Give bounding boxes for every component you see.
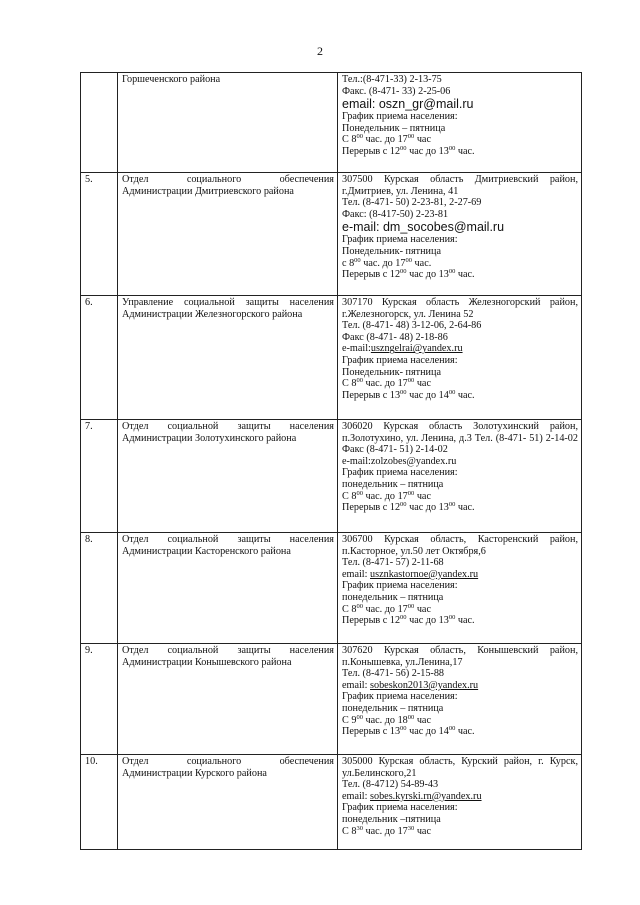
table-row xyxy=(81,755,582,850)
phone: Факс (8-471- 48) 2-18-86 xyxy=(342,331,448,343)
phone: Факс: (8-417-50) 2-23-81 xyxy=(342,208,449,220)
schedule-title: График приема населения: xyxy=(342,111,458,123)
schedule-hours-hours-to-sup: 00 xyxy=(407,133,415,141)
phone: Тел. (8-471- 56) 2-15-88 xyxy=(342,668,445,680)
table-row xyxy=(81,173,582,296)
schedule-title: График приема населения: xyxy=(342,234,458,246)
office-name: Управление социальной защиты населения Администрации Железногорского района xyxy=(118,296,338,420)
schedule-break-break-suffix: час. xyxy=(455,389,475,401)
schedule-title: График приема населения: xyxy=(342,467,458,479)
schedule-hours-hours-to-sup: 00 xyxy=(407,377,415,385)
schedule-hours-hours-to-sup: 00 xyxy=(407,602,415,610)
address: 307170 Курская область Железногорский район, г.Железногорск, ул. Ленина 52 xyxy=(342,297,578,320)
office-contacts xyxy=(338,755,582,850)
email-address: e-mail:uszngelrai@yandex.ru xyxy=(342,343,463,355)
phone: Тел. (8-471- 57) 2-11-68 xyxy=(342,557,444,569)
schedule-hours-hours-mid: час. до 17 xyxy=(362,490,408,502)
office-contacts xyxy=(338,173,582,296)
office-contacts xyxy=(338,296,582,420)
schedule-break-break-mid: час до 13 xyxy=(406,615,449,627)
schedule-hours-hours-prefix: С 9 xyxy=(342,714,357,726)
schedule-break-break-suffix: час. xyxy=(455,726,475,738)
schedule-break-break-to-sup: 00 xyxy=(448,268,456,276)
schedule-hours xyxy=(342,826,578,838)
schedule-break-break-suffix: час. xyxy=(455,145,475,157)
row-number: 10. xyxy=(81,755,118,850)
schedule-hours-hours-prefix: С 8 xyxy=(342,825,357,837)
schedule-break-break-mid: час до 13 xyxy=(406,269,449,281)
schedule-break-break-mid: час до 14 xyxy=(406,726,449,738)
address: 306700 Курская область, Касторенский район, п.Касторное, ул.50 лет Октября,6 xyxy=(342,534,578,557)
schedule-hours-hours-from-sup: 00 xyxy=(356,377,363,385)
schedule-hours xyxy=(342,378,578,390)
schedule-hours-hours-from-sup: 30 xyxy=(356,824,363,832)
schedule-break-break-suffix: час. xyxy=(455,502,475,514)
office-name: Отдел социального обеспечения Администрации Курского района xyxy=(118,755,338,850)
schedule-days: понедельник – пятница xyxy=(342,478,444,490)
row-number xyxy=(81,73,118,173)
email-address: e-mail: dm_socobes@mail.ru xyxy=(342,220,505,235)
schedule-days: Понедельник – пятница xyxy=(342,122,446,134)
schedule-hours-hours-prefix: С 8 xyxy=(342,378,357,390)
schedule-break xyxy=(342,390,578,402)
address: 306020 Курская область Золотухинский район, п.Золотухино, ул. Ленина, д.3 Тел. (8-471- 51) 2-14-02 Факс (8-471- 51) 2-14-02 xyxy=(342,421,578,456)
table-row xyxy=(81,73,582,173)
email-address: email: oszn_gr@mail.ru xyxy=(342,97,474,112)
email-address: email: sobeskon2013@yandex.ru xyxy=(342,679,479,691)
email-address: e-mail:zolzobes@yandex.ru xyxy=(342,455,457,467)
schedule-hours-hours-suffix: час xyxy=(414,603,431,615)
schedule-hours-hours-suffix: час xyxy=(414,378,431,390)
table-row xyxy=(81,420,582,533)
schedule-hours xyxy=(342,715,578,727)
row-number: 8. xyxy=(81,533,118,644)
schedule-hours-hours-from-sup: 00 xyxy=(356,602,363,610)
row-number: 9. xyxy=(81,644,118,755)
schedule-hours xyxy=(342,134,578,146)
schedule-break-break-from-sup: 00 xyxy=(400,388,407,396)
schedule-hours-hours-to-sup: 00 xyxy=(405,256,412,264)
schedule-hours-hours-prefix: С 8 xyxy=(342,134,357,146)
office-contacts xyxy=(338,420,582,533)
schedule-break xyxy=(342,726,578,738)
phone: Тел. (8-4712) 54-89-43 xyxy=(342,779,439,791)
schedule-break xyxy=(342,146,578,158)
schedule-hours-hours-suffix: час xyxy=(414,134,431,146)
office-name: Отдел социальной защиты населения Администрации Касторенского района xyxy=(118,533,338,644)
office-contacts xyxy=(338,644,582,755)
schedule-hours xyxy=(342,491,578,503)
schedule-hours-hours-from-sup: 00 xyxy=(356,133,363,141)
schedule-hours xyxy=(342,258,578,270)
schedule-hours-hours-mid: час. до 17 xyxy=(362,134,408,146)
schedule-break-break-suffix: час. xyxy=(455,269,475,281)
schedule-title: График приема населения: xyxy=(342,580,458,592)
phone: Факс. (8-471- 33) 2-25-06 xyxy=(342,85,451,97)
row-number: 5. xyxy=(81,173,118,296)
schedule-break xyxy=(342,502,578,514)
schedule-hours xyxy=(342,604,578,616)
schedule-title: График приема населения: xyxy=(342,802,458,814)
schedule-break-break-prefix: Перерыв с 13 xyxy=(342,389,401,401)
schedule-hours-hours-suffix: час xyxy=(414,490,431,502)
schedule-break-break-mid: час до 13 xyxy=(406,145,449,157)
schedule-break-break-to-sup: 00 xyxy=(448,614,456,622)
schedule-hours-hours-suffix: час. xyxy=(412,257,432,269)
schedule-break-break-from-sup: 00 xyxy=(400,614,407,622)
address: 305000 Курская область, Курский район, г. Курск, ул.Белинского,21 xyxy=(342,756,578,779)
schedule-break xyxy=(342,615,578,627)
schedule-days: Понедельник- пятница xyxy=(342,245,441,257)
row-number: 6. xyxy=(81,296,118,420)
schedule-break-break-mid: час до 14 xyxy=(406,389,449,401)
schedule-hours-hours-suffix: час xyxy=(414,714,431,726)
schedule-hours-hours-suffix: час xyxy=(414,825,431,837)
schedule-days: понедельник – пятница xyxy=(342,591,444,603)
phone: Тел. (8-471- 48) 3-12-06, 2-64-86 xyxy=(342,320,482,332)
schedule-break-break-prefix: Перерыв с 12 xyxy=(342,145,401,157)
schedule-hours-hours-from-sup: 00 xyxy=(356,713,363,721)
schedule-break-break-to-sup: 00 xyxy=(448,725,456,733)
schedule-break-break-to-sup: 00 xyxy=(448,388,456,396)
schedule-break-break-from-sup: 00 xyxy=(400,725,407,733)
page-number: 2 xyxy=(317,44,323,58)
office-contacts xyxy=(338,533,582,644)
schedule-hours-hours-prefix: С 8 xyxy=(342,490,357,502)
social-protection-offices-table xyxy=(80,72,582,850)
schedule-days: Понедельник- пятница xyxy=(342,366,441,378)
schedule-hours-hours-prefix: С 8 xyxy=(342,603,357,615)
table-row xyxy=(81,533,582,644)
address: 307500 Курская область Дмитриевский район, г.Дмитриев, ул. Ленина, 41 xyxy=(342,174,578,197)
schedule-hours-hours-mid: час. до 17 xyxy=(360,257,406,269)
schedule-break-break-prefix: Перерыв с 12 xyxy=(342,615,401,627)
schedule-break-break-to-sup: 00 xyxy=(448,501,456,509)
table-row xyxy=(81,296,582,420)
phone: Тел. (8-471- 50) 2-23-81, 2-27-69 xyxy=(342,197,482,209)
schedule-break-break-from-sup: 00 xyxy=(400,144,407,152)
schedule-break-break-from-sup: 00 xyxy=(400,501,407,509)
office-name: Отдел социальной защиты населения Администрации Конышевского района xyxy=(118,644,338,755)
schedule-hours-hours-to-sup: 30 xyxy=(407,824,415,832)
schedule-title: График приема населения: xyxy=(342,691,458,703)
schedule-hours-hours-to-sup: 00 xyxy=(407,489,415,497)
schedule-break xyxy=(342,269,578,281)
office-name: Горшеченского района xyxy=(118,73,338,173)
schedule-hours-hours-mid: час. до 17 xyxy=(362,378,408,390)
schedule-break-break-prefix: Перерыв с 12 xyxy=(342,269,401,281)
table-row xyxy=(81,644,582,755)
schedule-break-break-mid: час до 13 xyxy=(406,502,449,514)
row-number: 7. xyxy=(81,420,118,533)
schedule-hours-hours-mid: час. до 17 xyxy=(362,825,408,837)
address: 307620 Курская область, Конышевский район, п.Конышевка, ул.Ленина,17 xyxy=(342,645,578,668)
office-name: Отдел социальной защиты населения Администрации Золотухинского района xyxy=(118,420,338,533)
phone: Тел.:(8-471-33) 2-13-75 xyxy=(342,74,442,85)
schedule-days: понедельник – пятница xyxy=(342,702,444,714)
office-contacts xyxy=(338,73,582,173)
email-address: email: usznkastornoe@yandex.ru xyxy=(342,568,479,580)
schedule-hours-hours-prefix: с 8 xyxy=(342,257,355,269)
schedule-days: понедельник –пятница xyxy=(342,813,441,825)
schedule-break-break-suffix: час. xyxy=(455,615,475,627)
schedule-hours-hours-mid: час. до 18 xyxy=(362,714,408,726)
schedule-break-break-to-sup: 00 xyxy=(448,144,456,152)
schedule-break-break-from-sup: 00 xyxy=(400,268,407,276)
schedule-hours-hours-from-sup: 00 xyxy=(356,489,363,497)
schedule-break-break-prefix: Перерыв с 12 xyxy=(342,502,401,514)
schedule-break-break-prefix: Перерыв с 13 xyxy=(342,726,401,738)
schedule-hours-hours-from-sup: 00 xyxy=(354,256,361,264)
email-address: email: sobes.kyrski.rn@yandex.ru xyxy=(342,790,482,802)
schedule-hours-hours-to-sup: 00 xyxy=(407,713,415,721)
office-name: Отдел социального обеспечения Администрации Дмитриевского района xyxy=(118,173,338,296)
schedule-title: График приема населения: xyxy=(342,354,458,366)
schedule-hours-hours-mid: час. до 17 xyxy=(362,603,408,615)
